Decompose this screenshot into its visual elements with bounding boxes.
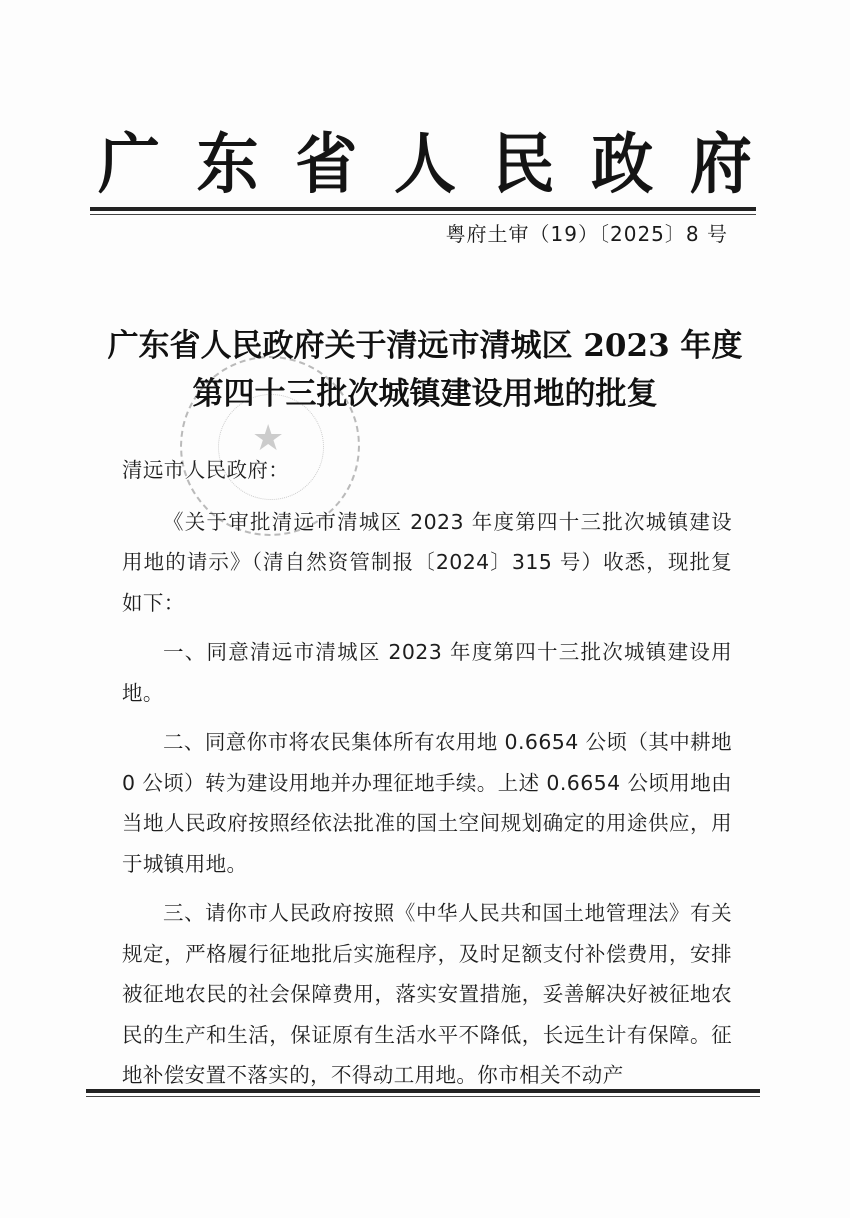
issuer-char: 广 (97, 124, 160, 202)
issuer-char: 民 (492, 124, 555, 202)
footer-divider-thin (86, 1096, 760, 1097)
header-divider-thick (90, 207, 756, 211)
seal-star-icon: ★ (252, 418, 285, 459)
body-paragraph-intro: 《关于审批清远市清城区 2023 年度第四十三批次城镇建设用地的请示》（清自然资管制报〔2024〕315 号）收悉，现批复如下： (122, 509, 732, 615)
heading-line-2: 第四十三批次城镇建设用地的批复 (192, 376, 658, 412)
issuer-char: 东 (196, 124, 259, 202)
issuer-title (90, 116, 760, 200)
document-body (122, 450, 732, 1096)
body-paragraph-1: 一、同意清远市清城区 2023 年度第四十三批次城镇建设用地。 (122, 640, 732, 705)
footer-divider-thick (86, 1089, 760, 1093)
document-number: 粤府土审（19）〔2025〕8 号 (445, 222, 728, 246)
body-paragraph-3: 三、请你市人民政府按照《中华人民共和国土地管理法》有关规定，严格履行征地批后实施程序，及时足额支付补偿费用，安排被征地农民的社会保障费用，落实安置措施，妥善解决好被征地农民的生产和生活，保证原有生活水平不降低，长远生计有保障。征地补偿安置不落实的，不得动工用地。你市相关不动产 (122, 901, 732, 1087)
heading-line-1: 广东省人民政府关于清远市清城区 2023 年度 (107, 328, 743, 364)
issuer-char: 政 (591, 124, 654, 202)
issuer-char: 人 (393, 124, 456, 202)
header-divider-thin (90, 214, 756, 215)
salutation: 清远市人民政府： (122, 458, 290, 482)
body-paragraph-2: 二、同意你市将农民集体所有农用地 0.6654 公顷（其中耕地 0 公顷）转为建设用地并办理征地手续。上述 0.6654 公顷用地由当地人民政府按照经依法批准的国土空间规划确定的用途供应，用于城镇用地。 (122, 730, 732, 876)
issuer-char: 府 (689, 124, 752, 202)
issuer-char: 省 (295, 124, 358, 202)
